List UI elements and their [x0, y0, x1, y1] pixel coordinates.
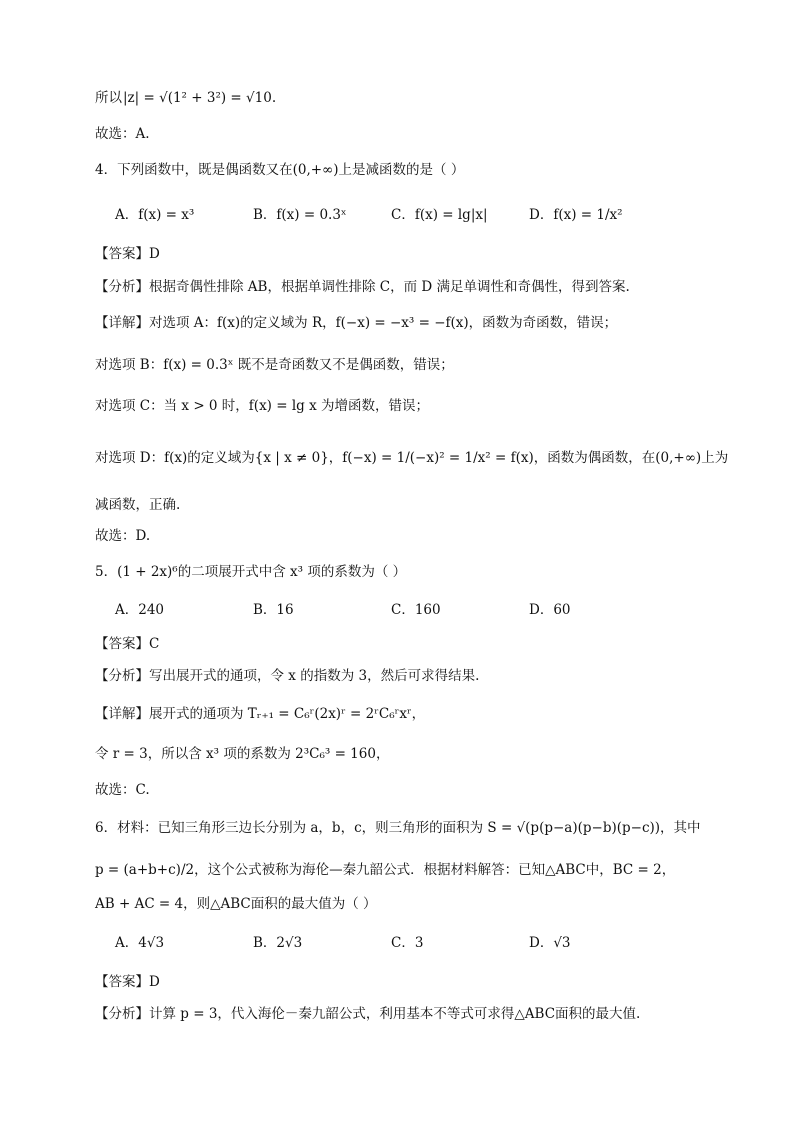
q5-detail-1: 【详解】展开式的通项为 Tᵣ₊₁ = C₆ʳ(2x)ʳ = 2ʳC₆ʳxʳ， [95, 706, 426, 722]
q5-option-b: B．16 [253, 602, 294, 618]
q4-option-a: A．f(x) = x³ [115, 207, 195, 223]
conclusion-prev: 故选：A. [95, 126, 150, 142]
q5-conclusion: 故选：C. [95, 782, 150, 798]
q6-stem-1: 6．材料：已知三角形三边长分别为 a，b，c，则三角形的面积为 S = √(p(p−a)(p−b)(p−c))，其中 [95, 820, 701, 836]
q5-option-d: D．60 [529, 602, 571, 618]
q5-answer: 【答案】C [95, 636, 160, 652]
q4-detail-d-cont: 减函数，正确. [95, 497, 181, 513]
q6-answer: 【答案】D [95, 974, 160, 990]
q4-detail-a: 【详解】对选项 A：f(x)的定义域为 R，f(−x) = −x³ = −f(x)，函数为奇函数，错误； [95, 315, 618, 331]
q6-option-a: A．4√3 [115, 935, 165, 951]
q5-analysis: 【分析】写出展开式的通项，令 x 的指数为 3，然后可求得结果. [95, 668, 480, 684]
q4-answer: 【答案】D [95, 246, 160, 262]
q4-stem: 4．下列函数中，既是偶函数又在(0,+∞)上是减函数的是（ ） [95, 162, 465, 178]
q4-detail-d: 对选项 D：f(x)的定义域为{x | x ≠ 0}，f(−x) = 1/(−x)² = 1/x² = f(x)，函数为偶函数，在(0,+∞)上为 [95, 450, 729, 466]
q6-stem-3: AB + AC = 4，则△ABC面积的最大值为（ ） [95, 896, 377, 912]
q4-option-b: B．f(x) = 0.3ˣ [253, 207, 347, 223]
q6-analysis: 【分析】计算 p = 3，代入海伦－秦九韶公式，利用基本不等式可求得△ABC面积的最大值. [95, 1006, 641, 1022]
modulus-formula: |z| = √(1² + 3²) = √10. [123, 90, 277, 106]
q4-detail-b: 对选项 B：f(x) = 0.3ˣ 既不是奇函数又不是偶函数，错误； [95, 357, 454, 373]
q6-stem-2: p = (a+b+c)/2，这个公式被称为海伦—秦九韶公式．根据材料解答：已知△ABC中，BC = 2， [95, 862, 676, 878]
q6-option-b: B．2√3 [253, 935, 303, 951]
q6-option-d: D．√3 [529, 935, 571, 951]
q6-option-c: C．3 [391, 935, 424, 951]
q4-detail-c: 对选项 C：当 x > 0 时，f(x) = lg x 为增函数，错误； [95, 398, 429, 414]
q4-options [115, 205, 667, 225]
q4-conclusion: 故选：D. [95, 528, 151, 544]
q6-options [115, 933, 667, 953]
q5-option-a: A．240 [115, 602, 165, 618]
q5-stem: 5．(1 + 2x)⁶的二项展开式中含 x³ 项的系数为（ ） [95, 564, 407, 580]
q4-option-c: C．f(x) = lg|x| [391, 207, 488, 223]
q4-analysis: 【分析】根据奇偶性排除 AB，根据单调性排除 C，而 D 满足单调性和奇偶性，得到答案. [95, 279, 630, 295]
q5-options [115, 600, 667, 620]
modulus-result-line: 所以 [95, 90, 122, 106]
q5-option-c: C．160 [391, 602, 441, 618]
q4-option-d: D．f(x) = 1/x² [529, 207, 623, 223]
q5-detail-2: 令 r = 3，所以含 x³ 项的系数为 2³C₆³ = 160， [95, 746, 390, 762]
